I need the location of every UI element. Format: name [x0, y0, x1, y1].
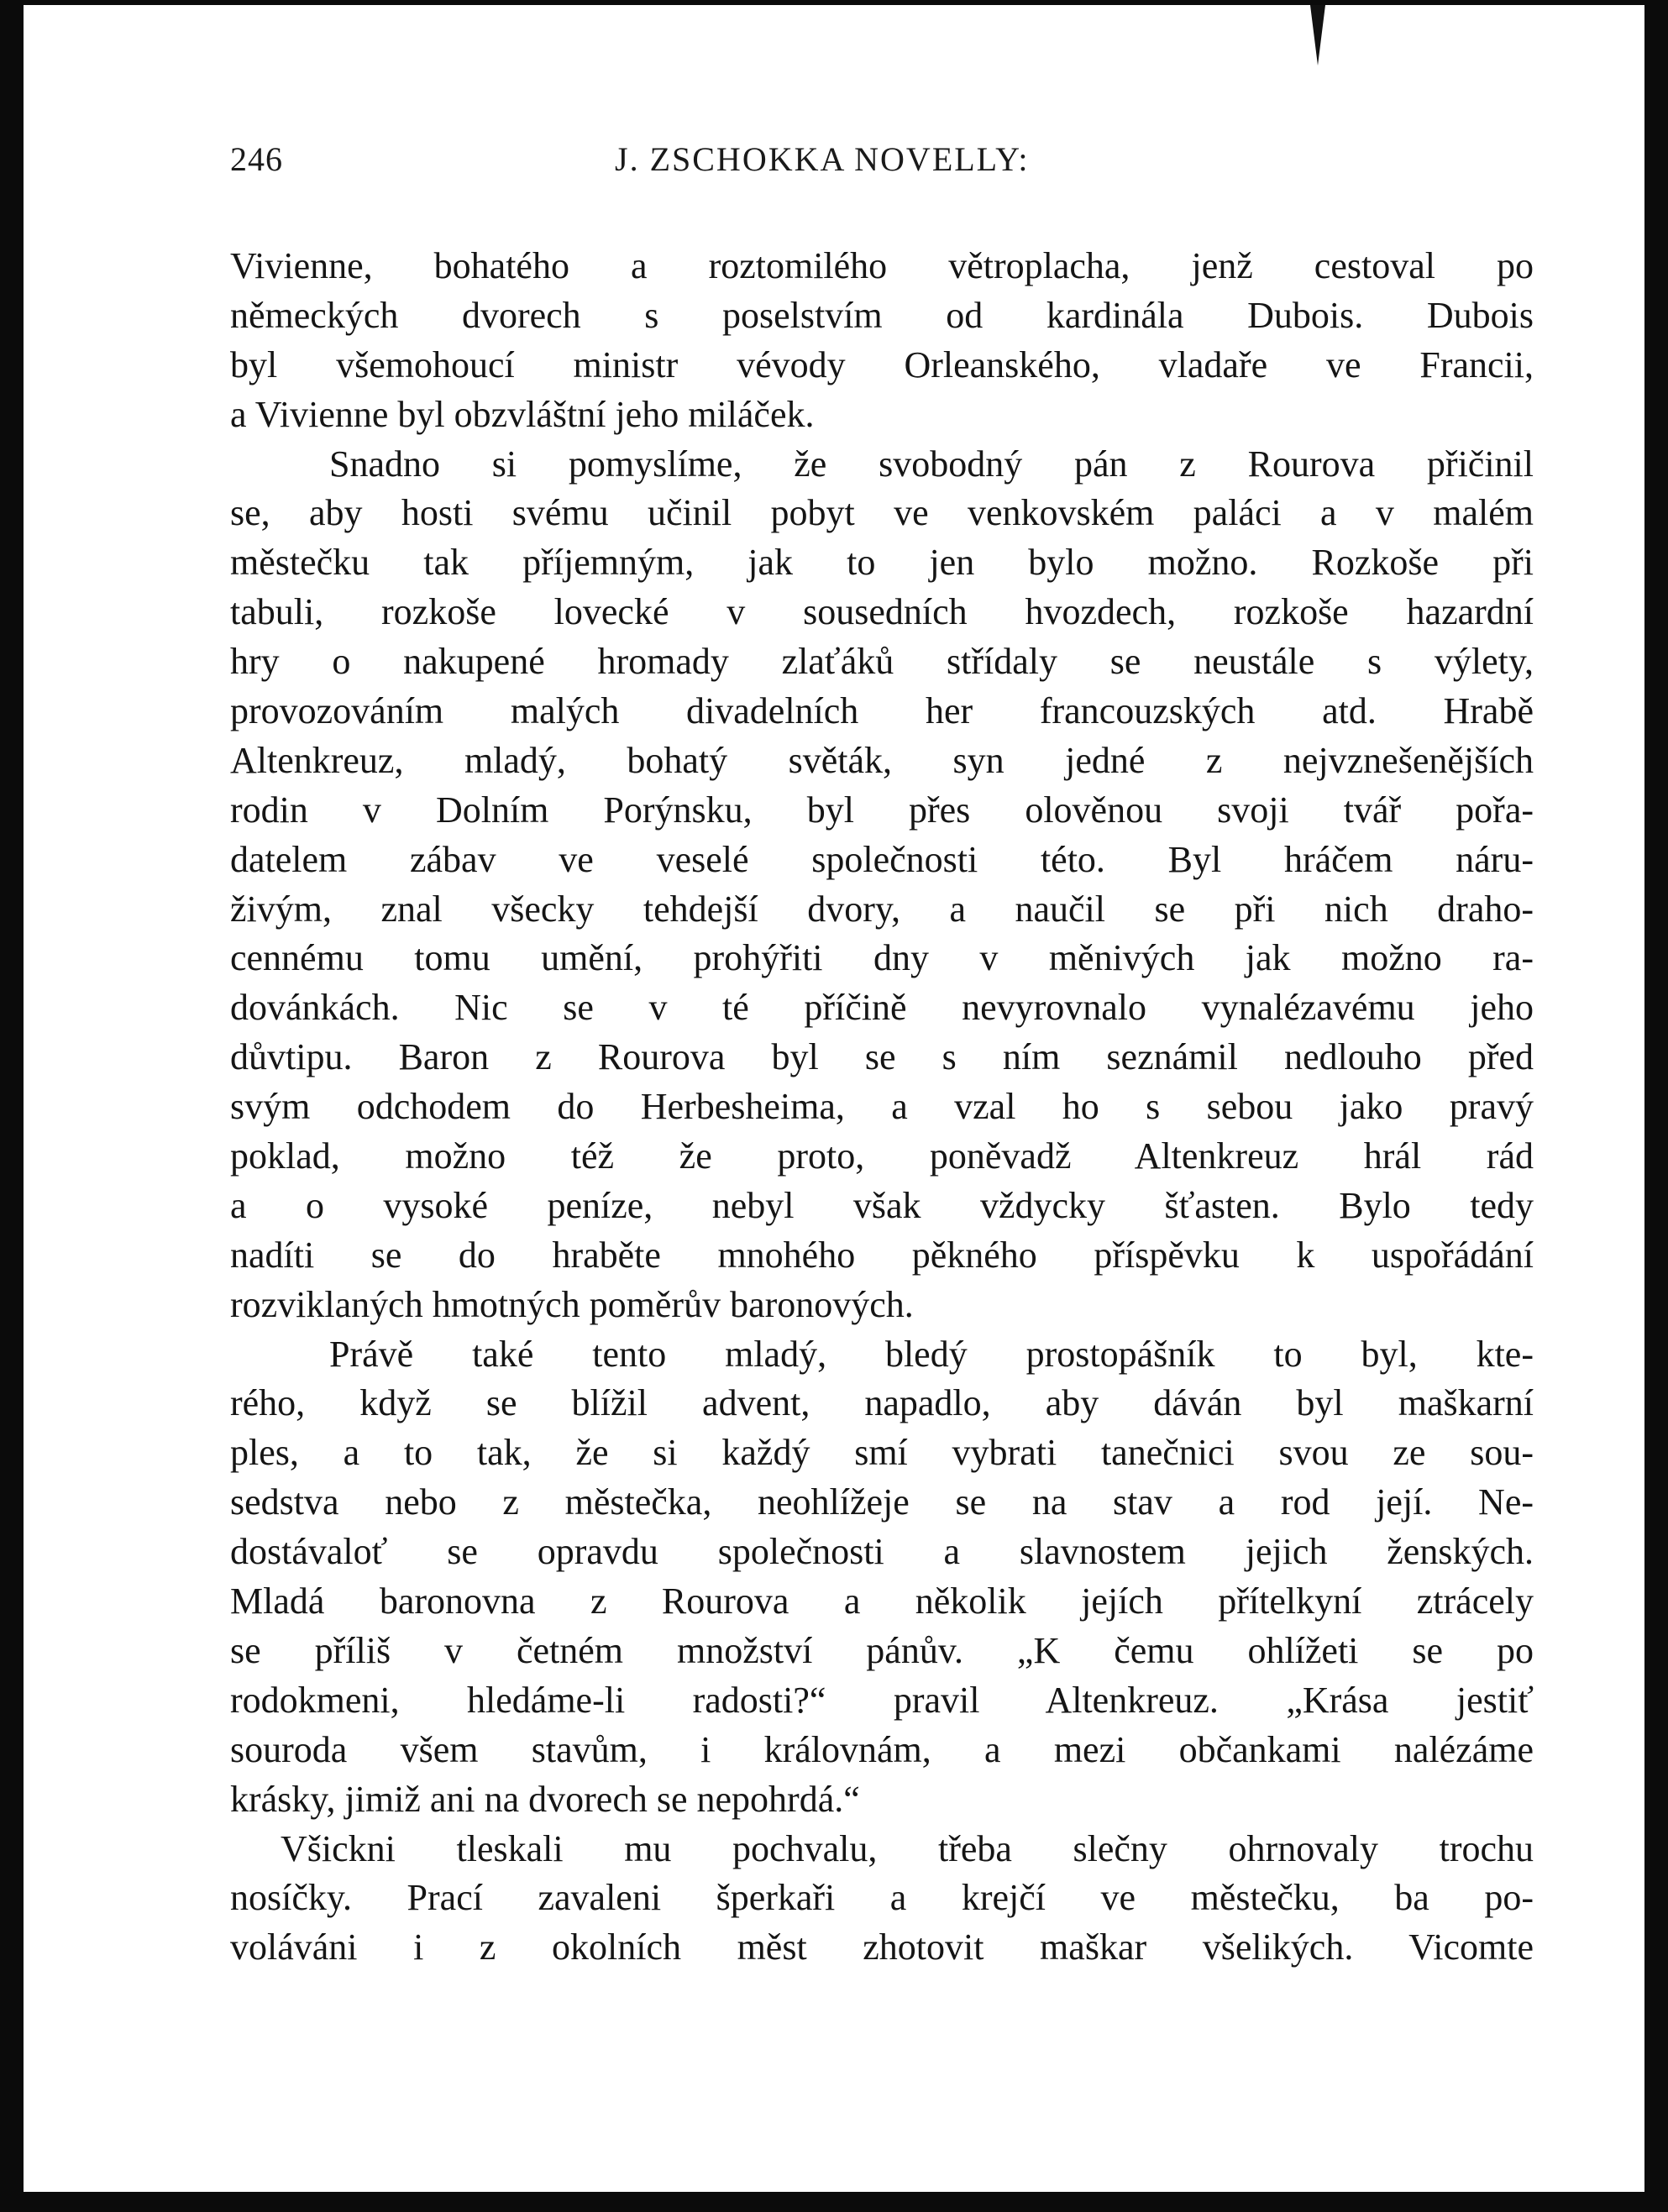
text-line: dovánkách. Nic se v té příčině nevyrovnalo vynalézavému jeho: [230, 987, 1534, 1029]
text-line: rodin v Dolním Porýnsku, byl přes olověnou svoji tvář pořa-: [230, 789, 1534, 831]
text-line: nosíčky. Prací zavaleni šperkaři a krejčí ve městečku, ba po-: [230, 1877, 1534, 1919]
text-line: Altenkreuz, mladý, bohatý světák, syn jedné z nejvznešenějších: [230, 739, 1534, 781]
text-line: byl všemohoucí ministr vévody Orleanského, vladaře ve Francii,: [230, 343, 1534, 385]
text-line: ples, a to tak, že si každý smí vybrati tanečnici svou ze sou-: [230, 1432, 1534, 1474]
text-line: svým odchodem do Herbesheima, a vzal ho s sebou jako pravý: [230, 1086, 1534, 1128]
text-line: voláváni i z okolních měst zhotovit maškar všelikých. Vicomte: [230, 1926, 1534, 1968]
text-line: rodokmeni, hledáme-li radosti?“ pravil Altenkreuz. „Krása jestiť: [230, 1679, 1534, 1721]
text-line: krásky, jimiž ani na dvorech se nepohrdá.“: [230, 1778, 860, 1820]
text-line: Snadno si pomyslíme, že svobodný pán z Rourova přičinil: [329, 443, 1534, 485]
text-line: Mladá baronovna z Rourova a několik jejích přítelkyní ztrácely: [230, 1580, 1534, 1622]
text-line: důvtipu. Baron z Rourova byl se s ním seznámil nedlouho před: [230, 1036, 1534, 1078]
book-page: [24, 5, 1644, 2192]
text-line: sedstva nebo z městečka, neohlížeje se na stav a rod její. Ne-: [230, 1481, 1534, 1523]
body-text: [230, 242, 1534, 1973]
text-line: Všickni tleskali mu pochvalu, třeba slečny ohrnovaly trochu: [281, 1827, 1534, 1869]
text-line: rozviklaných hmotných poměrův baronových.: [230, 1283, 914, 1325]
text-line: a o vysoké peníze, nebyl však vždycky šťasten. Bylo tedy: [230, 1184, 1534, 1226]
text-line: souroda všem stavům, i královnám, a mezi občankami nalézáme: [230, 1728, 1534, 1770]
bookmark-ribbon-icon: [1310, 5, 1325, 66]
text-line: poklad, možno též že proto, poněvadž Altenkreuz hrál rád: [230, 1135, 1534, 1177]
text-line: nadíti se do hraběte mnohého pěkného příspěvku k uspořádání: [230, 1234, 1534, 1276]
text-line: a Vivienne byl obzvláštní jeho miláček.: [230, 393, 815, 435]
text-line: městečku tak příjemným, jak to jen bylo možno. Rozkoše při: [230, 542, 1534, 584]
text-line: rého, když se blížil advent, napadlo, aby dáván byl maškarní: [230, 1382, 1534, 1424]
text-line: dostávaloť se opravdu společnosti a slavnostem jejich ženských.: [230, 1531, 1534, 1573]
text-line: Vivienne, bohatého a roztomilého větroplacha, jenž cestoval po: [230, 245, 1534, 286]
running-title: J. ZSCHOKKA NOVELLY:: [615, 140, 1030, 178]
text-line: cennému tomu umění, prohýřiti dny v měnivých jak možno ra-: [230, 937, 1534, 979]
text-line: se, aby hosti svému učinil pobyt ve venkovském paláci a v malém: [230, 492, 1534, 534]
page-header: [230, 139, 1534, 190]
text-line: živým, znal všecky tehdejší dvory, a naučil se při nich draho-: [230, 888, 1534, 930]
text-line: provozováním malých divadelních her francouzských atd. Hrabě: [230, 690, 1534, 732]
text-line: tabuli, rozkoše lovecké v sousedních hvozdech, rozkoše hazardní: [230, 591, 1534, 633]
page-number: 246: [230, 140, 283, 178]
text-line: hry o nakupené hromady zlaťáků střídaly se neustále s výlety,: [230, 641, 1534, 683]
text-line: se příliš v četném množství pánův. „K čemu ohlížeti se po: [230, 1629, 1534, 1671]
text-line: Právě také tento mladý, bledý prostopášník to byl, kte-: [329, 1333, 1534, 1375]
text-line: datelem zábav ve veselé společnosti této. Byl hráčem náru-: [230, 838, 1534, 880]
text-line: německých dvorech s poselstvím od kardinála Dubois. Dubois: [230, 294, 1534, 336]
